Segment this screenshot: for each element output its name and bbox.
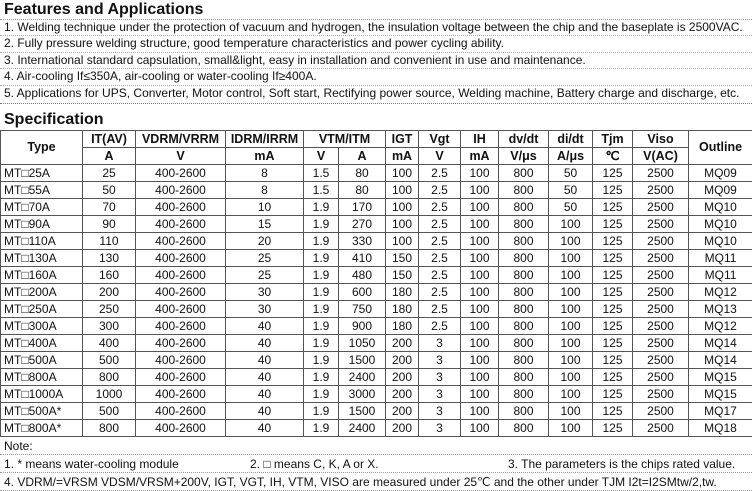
cell: 200 (386, 403, 419, 420)
cell: 410 (339, 250, 386, 267)
cell: 100 (461, 301, 499, 318)
cell: MQ10 (689, 199, 752, 216)
unit-itav: A (83, 148, 136, 165)
cell: 800 (499, 420, 549, 437)
unit-vtm-a: A (339, 148, 386, 165)
header-viso: Viso (633, 131, 689, 148)
specification-title: Specification (0, 108, 752, 130)
cell: 25 (83, 165, 136, 182)
cell: 800 (499, 233, 549, 250)
cell-type: MT□300A (1, 318, 83, 335)
cell: 1.9 (304, 250, 339, 267)
cell: 40 (226, 386, 304, 403)
cell: 2500 (633, 318, 689, 335)
table-row (1, 250, 752, 267)
cell: 100 (549, 284, 593, 301)
cell: MQ10 (689, 216, 752, 233)
cell: 800 (83, 369, 136, 386)
cell: 100 (461, 386, 499, 403)
cell: 100 (549, 267, 593, 284)
cell: 125 (593, 352, 633, 369)
cell: 400-2600 (136, 182, 226, 199)
cell: MQ09 (689, 182, 752, 199)
unit-vtm-v: V (304, 148, 339, 165)
cell: 100 (461, 182, 499, 199)
note-4: 4. VDRM/=VRSM VDSM/VRSM+200V, IGT, VGT, IH, VTM, VISO are measured under 25℃ and the other under TJM I2t=I2SMtw/2,tw. (0, 473, 752, 491)
table-row (1, 182, 752, 199)
cell: 125 (593, 369, 633, 386)
cell: 30 (226, 284, 304, 301)
table-row (1, 216, 752, 233)
unit-vgt: V (419, 148, 461, 165)
table-row (1, 352, 752, 369)
cell: 800 (83, 420, 136, 437)
feature-item: 1. Welding technique under the protection of vacuum and hydrogen, the insulation voltage between the chip and the baseplate is 2500VAC. (0, 20, 752, 36)
cell: 2.5 (419, 165, 461, 182)
cell-type: MT□800A (1, 369, 83, 386)
unit-igt: mA (386, 148, 419, 165)
feature-item: 5. Applications for UPS, Converter, Motor control, Soft start, Rectifying power source, Welding machine, Battery charge and discharge, etc. (0, 86, 752, 101)
cell: 125 (593, 267, 633, 284)
cell: 2500 (633, 233, 689, 250)
cell: 100 (549, 369, 593, 386)
cell: 160 (83, 267, 136, 284)
cell: 1000 (83, 386, 136, 403)
header-dvdt: dv/dt (499, 131, 549, 148)
cell: 2500 (633, 165, 689, 182)
cell: 125 (593, 335, 633, 352)
cell: 2.5 (419, 250, 461, 267)
cell: 100 (386, 216, 419, 233)
header-vtm: VTM/ITM (304, 131, 386, 148)
cell: 100 (386, 182, 419, 199)
cell: 70 (83, 199, 136, 216)
cell: 400-2600 (136, 199, 226, 216)
cell: 2400 (339, 420, 386, 437)
cell: 2500 (633, 216, 689, 233)
cell: 1.9 (304, 267, 339, 284)
cell-type: MT□250A (1, 301, 83, 318)
cell: 125 (593, 199, 633, 216)
cell: MQ15 (689, 386, 752, 403)
header-tjm: Tjm (593, 131, 633, 148)
cell: 100 (461, 284, 499, 301)
cell: 2500 (633, 403, 689, 420)
table-row (1, 318, 752, 335)
cell: 1050 (339, 335, 386, 352)
unit-idrm: mA (226, 148, 304, 165)
cell: 400-2600 (136, 284, 226, 301)
cell: 40 (226, 420, 304, 437)
cell: 200 (386, 352, 419, 369)
cell: 400-2600 (136, 216, 226, 233)
unit-tjm: ℃ (593, 148, 633, 165)
cell: 500 (83, 403, 136, 420)
cell: 2500 (633, 335, 689, 352)
cell: 200 (386, 420, 419, 437)
cell: 400-2600 (136, 267, 226, 284)
header-outline: Outline (689, 131, 752, 165)
cell: 480 (339, 267, 386, 284)
cell-type: MT□200A (1, 284, 83, 301)
cell: 2500 (633, 386, 689, 403)
cell: 100 (549, 216, 593, 233)
cell: 170 (339, 199, 386, 216)
cell: 3000 (339, 386, 386, 403)
cell: MQ17 (689, 403, 752, 420)
cell: 3 (419, 403, 461, 420)
cell: 400-2600 (136, 369, 226, 386)
table-row (1, 301, 752, 318)
cell: 800 (499, 267, 549, 284)
cell: 8 (226, 182, 304, 199)
cell: 400-2600 (136, 386, 226, 403)
unit-ih: mA (461, 148, 499, 165)
cell-type: MT□70A (1, 199, 83, 216)
feature-item: 2. Fully pressure welding structure, good temperature characteristics and power cycling ability. (0, 36, 752, 52)
cell: 2.5 (419, 233, 461, 250)
cell: 200 (83, 284, 136, 301)
cell: MQ09 (689, 165, 752, 182)
cell: 50 (549, 165, 593, 182)
cell: 40 (226, 318, 304, 335)
cell: 25 (226, 267, 304, 284)
cell: MQ11 (689, 267, 752, 284)
cell-type: MT□130A (1, 250, 83, 267)
cell: 125 (593, 182, 633, 199)
cell: 400-2600 (136, 233, 226, 250)
cell: 2500 (633, 267, 689, 284)
cell: 2.5 (419, 284, 461, 301)
cell: 800 (499, 199, 549, 216)
cell: 1.9 (304, 335, 339, 352)
cell-type: MT□160A (1, 267, 83, 284)
cell: 400-2600 (136, 352, 226, 369)
cell: 100 (461, 352, 499, 369)
cell: 110 (83, 233, 136, 250)
cell: 2500 (633, 369, 689, 386)
cell: 100 (549, 352, 593, 369)
cell: 2.5 (419, 182, 461, 199)
header-didt: di/dt (549, 131, 593, 148)
cell: 100 (461, 369, 499, 386)
cell: 2500 (633, 250, 689, 267)
cell: 400-2600 (136, 301, 226, 318)
cell-type: MT□25A (1, 165, 83, 182)
cell: 40 (226, 352, 304, 369)
cell: 250 (83, 301, 136, 318)
cell: 40 (226, 369, 304, 386)
cell: 50 (549, 182, 593, 199)
cell: 100 (461, 165, 499, 182)
cell: 180 (386, 318, 419, 335)
unit-vdrm: V (136, 148, 226, 165)
cell: 130 (83, 250, 136, 267)
cell: 100 (461, 216, 499, 233)
cell: 100 (461, 403, 499, 420)
cell: 100 (386, 199, 419, 216)
note-1: 1. * means water-cooling module (4, 455, 179, 473)
unit-dvdt: V/μs (499, 148, 549, 165)
cell: 125 (593, 420, 633, 437)
cell: 100 (549, 233, 593, 250)
table-row (1, 199, 752, 216)
unit-didt: A/μs (549, 148, 593, 165)
cell: 100 (549, 386, 593, 403)
cell: 2.5 (419, 267, 461, 284)
cell: 800 (499, 165, 549, 182)
cell-type: MT□500A (1, 352, 83, 369)
cell: 2500 (633, 352, 689, 369)
cell: 100 (461, 250, 499, 267)
cell: 800 (499, 403, 549, 420)
header-itav: IT(AV) (83, 131, 136, 148)
cell: 80 (339, 182, 386, 199)
cell: 900 (339, 318, 386, 335)
cell: MQ13 (689, 301, 752, 318)
table-row (1, 267, 752, 284)
cell: 1.9 (304, 216, 339, 233)
cell: 800 (499, 352, 549, 369)
table-row (1, 386, 752, 403)
cell: 400-2600 (136, 250, 226, 267)
note-3: 3. The parameters is the chips rated value. (508, 455, 735, 473)
cell: 2.5 (419, 216, 461, 233)
cell: 330 (339, 233, 386, 250)
features-list (0, 20, 752, 104)
header-type: Type (1, 131, 83, 165)
cell: 400-2600 (136, 165, 226, 182)
header-igt: IGT (386, 131, 419, 148)
cell: 125 (593, 284, 633, 301)
cell: 15 (226, 216, 304, 233)
cell: 2500 (633, 301, 689, 318)
cell: 1.9 (304, 301, 339, 318)
cell: 200 (386, 386, 419, 403)
note-row (0, 455, 752, 473)
cell: 125 (593, 386, 633, 403)
cell: 1.9 (304, 420, 339, 437)
cell: 800 (499, 318, 549, 335)
cell: 1.9 (304, 199, 339, 216)
cell: 3 (419, 369, 461, 386)
cell: 1500 (339, 352, 386, 369)
cell: 750 (339, 301, 386, 318)
cell: 600 (339, 284, 386, 301)
cell: 150 (386, 267, 419, 284)
cell: 400-2600 (136, 403, 226, 420)
note-2: 2. □ means C, K, A or X. (250, 455, 379, 473)
cell: 800 (499, 284, 549, 301)
cell: 100 (461, 267, 499, 284)
cell: 150 (386, 250, 419, 267)
cell: 1.5 (304, 165, 339, 182)
cell: 50 (83, 182, 136, 199)
cell: 20 (226, 233, 304, 250)
cell-type: MT□1000A (1, 386, 83, 403)
cell: 3 (419, 352, 461, 369)
cell-type: MT□800A* (1, 420, 83, 437)
cell: 125 (593, 318, 633, 335)
cell: 500 (83, 352, 136, 369)
cell: 1.9 (304, 352, 339, 369)
cell: 125 (593, 233, 633, 250)
cell: 2.5 (419, 301, 461, 318)
cell: 800 (499, 386, 549, 403)
table-row (1, 403, 752, 420)
cell: 3 (419, 420, 461, 437)
cell: 200 (386, 369, 419, 386)
cell: 100 (461, 420, 499, 437)
cell: MQ12 (689, 284, 752, 301)
cell: 800 (499, 369, 549, 386)
cell: 400 (83, 335, 136, 352)
cell: 30 (226, 301, 304, 318)
feature-item: 4. Air-cooling If≤350A, air-cooling or water-cooling If≥400A. (0, 69, 752, 85)
cell: 2500 (633, 420, 689, 437)
cell: 40 (226, 335, 304, 352)
cell-type: MT□90A (1, 216, 83, 233)
unit-viso: V(AC) (633, 148, 689, 165)
header-vgt: Vgt (419, 131, 461, 148)
specification-table (0, 130, 752, 437)
feature-item: 3. International standard capsulation, small&light, easy in installation and convenient in use and maintenance. (0, 53, 752, 69)
cell: 2500 (633, 284, 689, 301)
cell: MQ11 (689, 250, 752, 267)
cell: 1.9 (304, 284, 339, 301)
header-idrm: IDRM/IRRM (226, 131, 304, 148)
header-ih: IH (461, 131, 499, 148)
cell: 100 (461, 335, 499, 352)
table-row (1, 420, 752, 437)
cell: 1.5 (304, 182, 339, 199)
cell: MQ18 (689, 420, 752, 437)
cell: 400-2600 (136, 318, 226, 335)
cell: 8 (226, 165, 304, 182)
cell: 125 (593, 165, 633, 182)
cell: 1.9 (304, 369, 339, 386)
header-vdrm: VDRM/VRRM (136, 131, 226, 148)
cell: 1500 (339, 403, 386, 420)
cell: 800 (499, 216, 549, 233)
cell: 3 (419, 386, 461, 403)
cell: 100 (549, 318, 593, 335)
cell: 270 (339, 216, 386, 233)
cell-type: MT□110A (1, 233, 83, 250)
cell: 80 (339, 165, 386, 182)
cell: 40 (226, 403, 304, 420)
table-row (1, 165, 752, 182)
cell-type: MT□500A* (1, 403, 83, 420)
note-title: Note: (0, 437, 752, 455)
cell: MQ10 (689, 233, 752, 250)
cell: 200 (386, 335, 419, 352)
cell: 1.9 (304, 233, 339, 250)
cell: MQ15 (689, 369, 752, 386)
cell: 125 (593, 250, 633, 267)
cell: 100 (461, 318, 499, 335)
cell: 180 (386, 301, 419, 318)
cell: 400-2600 (136, 420, 226, 437)
cell: 400-2600 (136, 335, 226, 352)
cell: 125 (593, 403, 633, 420)
cell: 125 (593, 216, 633, 233)
cell: MQ14 (689, 352, 752, 369)
cell: 300 (83, 318, 136, 335)
cell: 2500 (633, 182, 689, 199)
cell: 100 (461, 199, 499, 216)
cell: 2400 (339, 369, 386, 386)
cell: 50 (549, 199, 593, 216)
cell-type: MT□400A (1, 335, 83, 352)
cell: 100 (549, 420, 593, 437)
cell-type: MT□55A (1, 182, 83, 199)
cell: 2500 (633, 199, 689, 216)
cell: 1.9 (304, 386, 339, 403)
cell: 100 (549, 335, 593, 352)
cell: 100 (386, 233, 419, 250)
cell: 3 (419, 335, 461, 352)
cell: 25 (226, 250, 304, 267)
cell: 800 (499, 335, 549, 352)
cell: 800 (499, 182, 549, 199)
table-row (1, 369, 752, 386)
cell: 125 (593, 301, 633, 318)
cell: 10 (226, 199, 304, 216)
table-row (1, 233, 752, 250)
table-row (1, 335, 752, 352)
cell: MQ12 (689, 318, 752, 335)
features-title: Features and Applications (0, 0, 752, 20)
cell: 1.9 (304, 403, 339, 420)
cell: 180 (386, 284, 419, 301)
cell: 100 (549, 250, 593, 267)
cell: 90 (83, 216, 136, 233)
cell: 100 (549, 301, 593, 318)
cell: 1.9 (304, 318, 339, 335)
table-row (1, 284, 752, 301)
cell: 2.5 (419, 199, 461, 216)
cell: MQ14 (689, 335, 752, 352)
cell: 2.5 (419, 318, 461, 335)
cell: 800 (499, 301, 549, 318)
cell: 100 (549, 403, 593, 420)
cell: 100 (461, 233, 499, 250)
cell: 100 (386, 165, 419, 182)
cell: 800 (499, 250, 549, 267)
